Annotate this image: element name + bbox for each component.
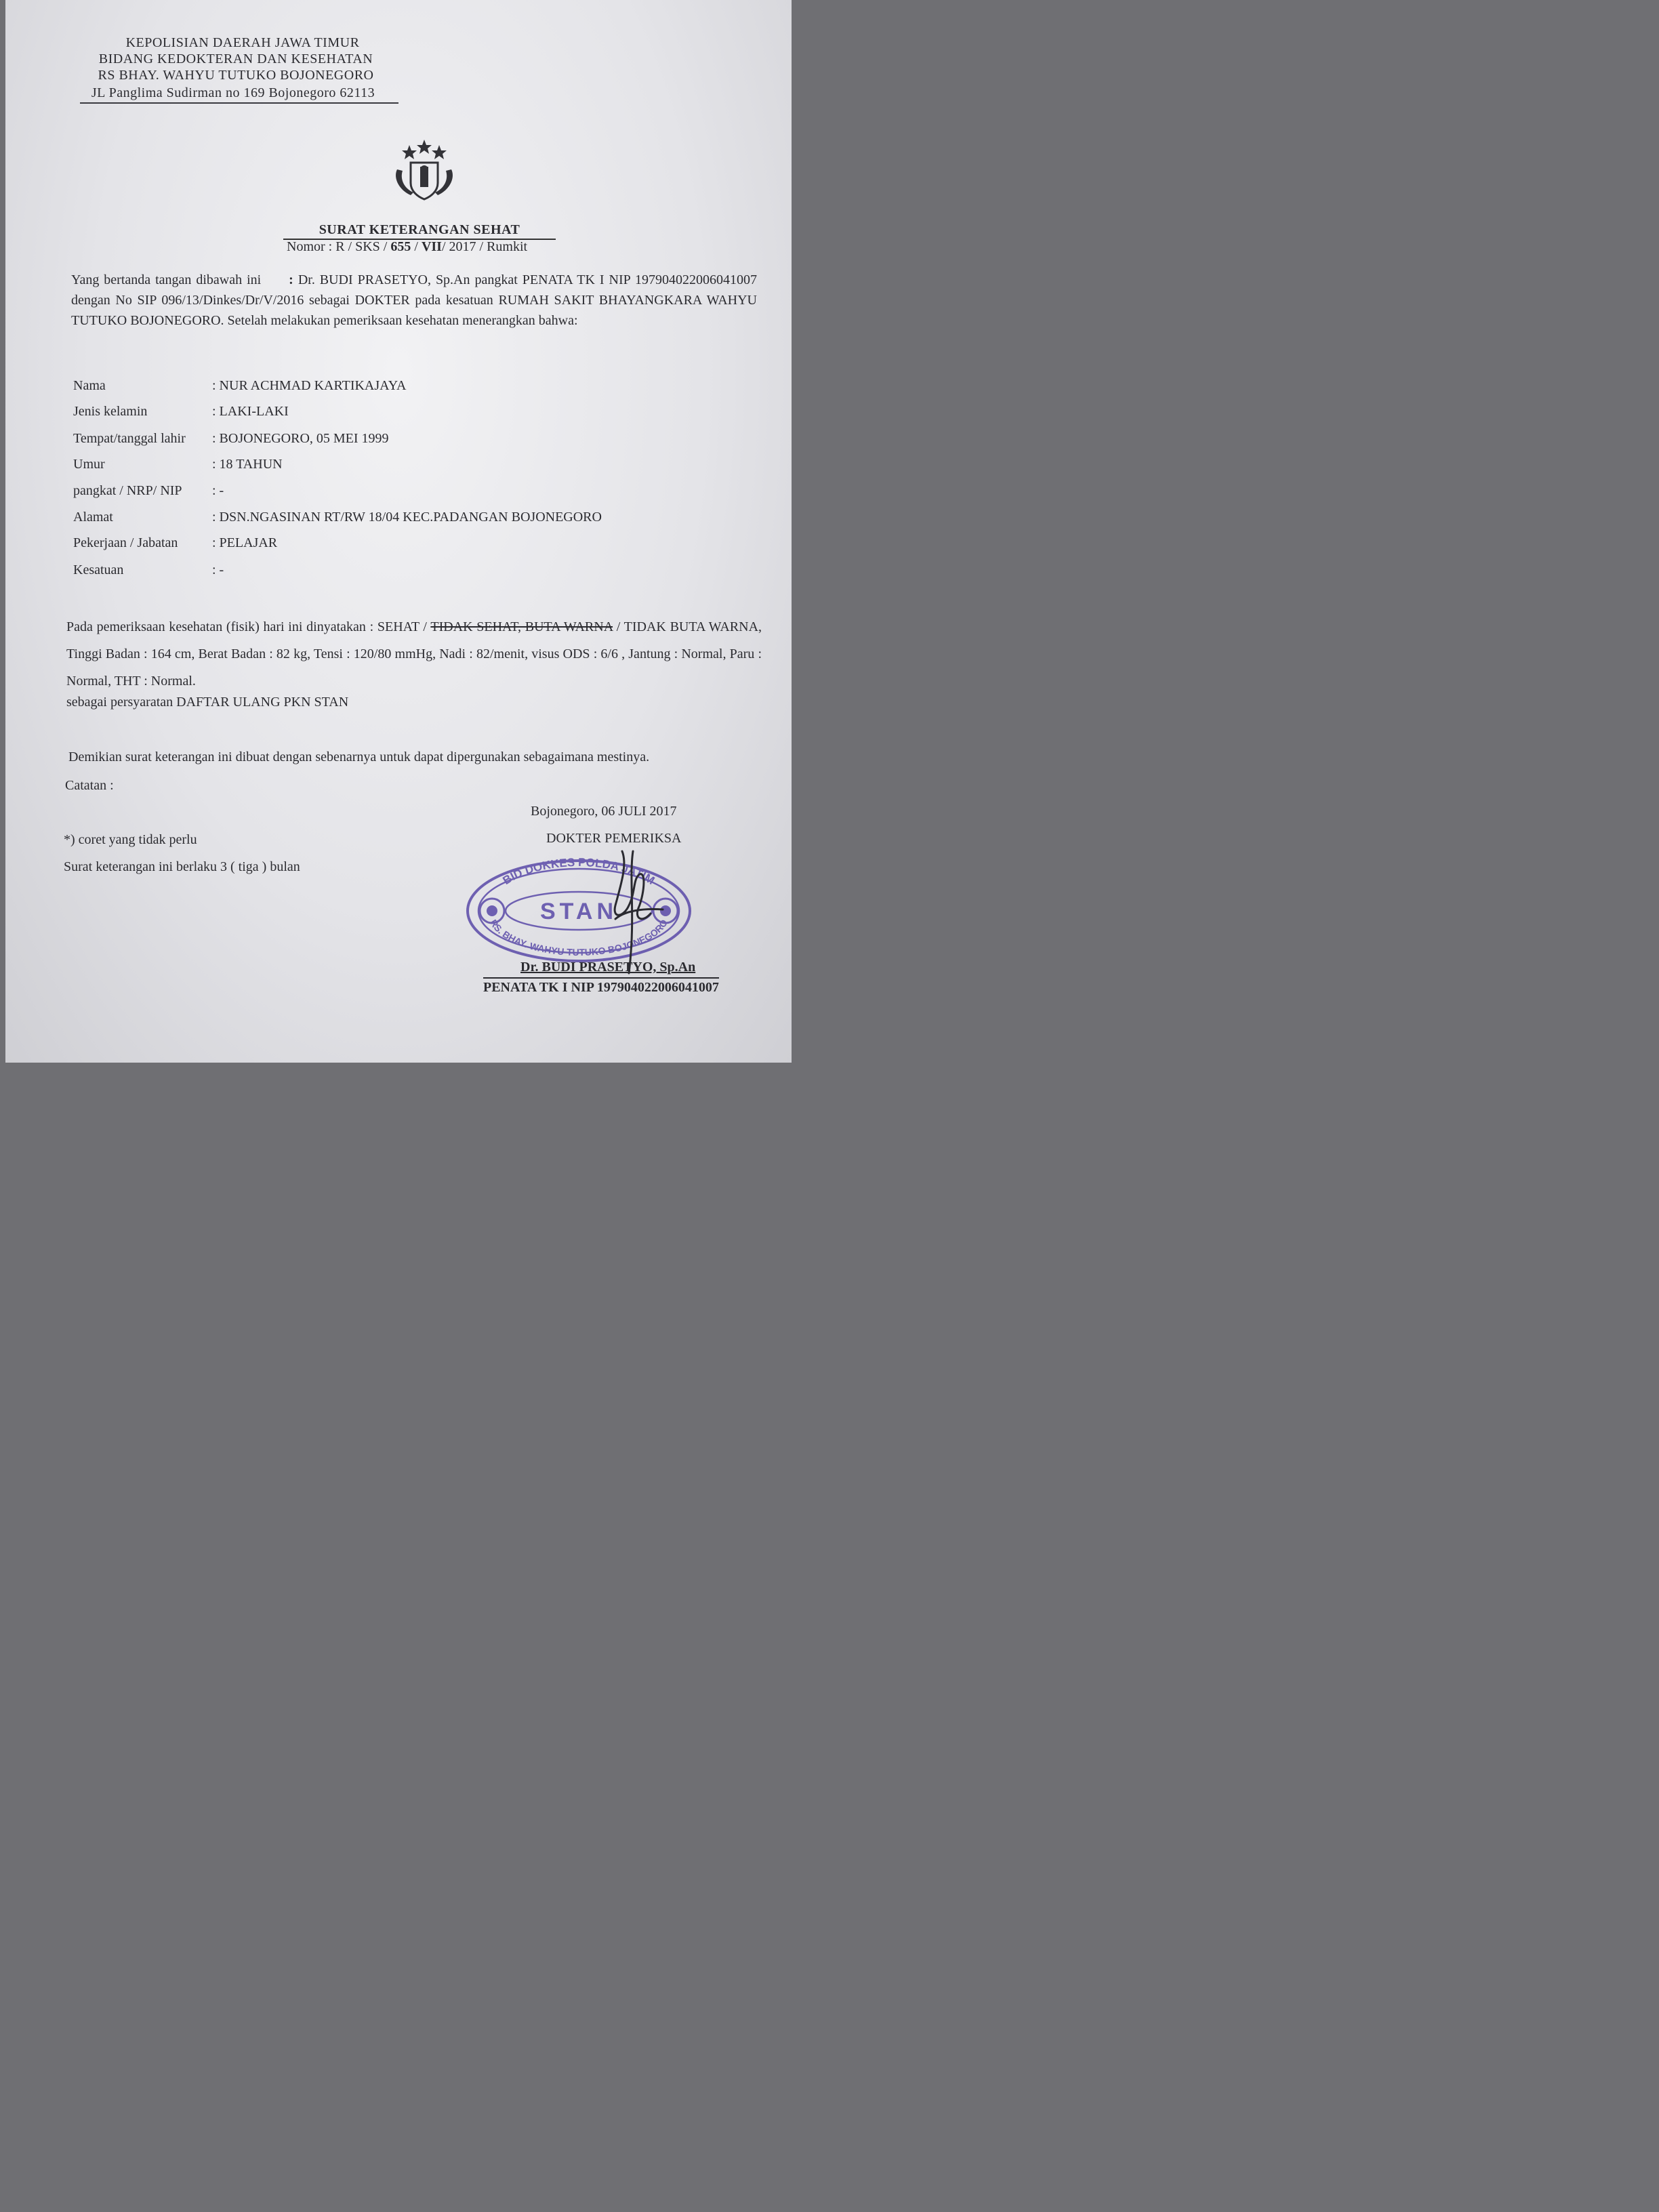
- signer-rank-nip: PENATA TK I NIP 197904022006041007: [483, 977, 719, 996]
- note-coret: *) coret yang tidak perlu: [64, 832, 197, 847]
- letter-page: [5, 0, 792, 1063]
- field-value: : 18 TAHUN: [212, 457, 283, 472]
- field-value: : BOJONEGORO, 05 MEI 1999: [212, 431, 389, 446]
- nomor-prefix: R / SKS /: [335, 239, 388, 254]
- field-value: : PELAJAR: [212, 535, 278, 550]
- nomor-month: VII: [421, 239, 442, 254]
- field-label: Umur: [73, 457, 105, 472]
- letterhead-address: JL Panglima Sudirman no 169 Bojonegoro 62113: [91, 85, 375, 100]
- intro-text: Dr. BUDI PRASETYO, Sp.An pangkat PENATA TK I NIP 197904022006041007 dengan No SIP 096/13/Dinkes/Dr/V/2016 sebagai DOKTER pada kesatuan RUMAH SAKIT BHAYANGKARA WAHYU TUTUKO BOJONEGORO. Setelah melakukan pemeriksaan kesehatan menerangkan bahwa:: [71, 272, 758, 328]
- signature-place-date: Bojonegoro, 06 JULI 2017: [531, 804, 677, 819]
- intro-lead: Yang bertanda tangan dibawah ini: [71, 272, 262, 287]
- document-title: [283, 222, 556, 240]
- exam-pre: Pada pemeriksaan kesehatan (fisik) hari ini dinyatakan : SEHAT /: [66, 619, 427, 634]
- signer-name: Dr. BUDI PRASETYO, Sp.An: [520, 960, 696, 975]
- field-value: : -: [212, 483, 224, 498]
- field-label: Nama: [73, 378, 106, 393]
- field-value: : -: [212, 562, 224, 577]
- nomor-label: Nomor :: [287, 239, 333, 254]
- letterhead-line-1: KEPOLISIAN DAERAH JAWA TIMUR: [125, 35, 360, 50]
- document-number: [287, 239, 527, 255]
- stamp-top-text: BID DOKKES POLDA JATIM: [500, 855, 657, 888]
- field-label: Kesatuan: [73, 562, 124, 577]
- catatan-label: Catatan :: [65, 778, 114, 793]
- closing-statement: Demikian surat keterangan ini dibuat dengan sebenarnya untuk dapat dipergunakan sebagaimana mestinya.: [68, 750, 650, 764]
- letterhead-line-2: BIDANG KEDOKTERAN DAN KESEHATAN: [98, 52, 373, 66]
- signature-role: DOKTER PEMERIKSA: [546, 831, 682, 846]
- handwritten-signature: [588, 838, 676, 980]
- intro-colon: :: [289, 272, 293, 287]
- stamp-center-text: STAN: [539, 899, 618, 924]
- intro-paragraph: [71, 270, 757, 331]
- nomor-sep: /: [414, 239, 418, 254]
- nomor-num: 655: [390, 239, 411, 254]
- exam-post: / TIDAK BUTA WARNA, Tinggi Badan : 164 cm, Berat Badan : 82 kg, Tensi : 120/80 mmHg, Nadi : 82/menit, visus ODS : 6/6 , Jantung : Normal, Paru : Normal, THT : Normal.: [66, 619, 762, 689]
- stamp-bottom-text: RS. BHAY. WAHYU TUTUKO BOJONEGORO: [487, 917, 670, 958]
- field-label: Pekerjaan / Jabatan: [73, 535, 178, 550]
- note-validity: Surat keterangan ini berlaku 3 ( tiga ) bulan: [64, 859, 300, 874]
- exam-purpose: sebagai persyaratan DAFTAR ULANG PKN STAN: [66, 695, 349, 710]
- field-label: Tempat/tanggal lahir: [73, 431, 186, 446]
- police-emblem-icon: [384, 136, 465, 203]
- field-label: pangkat / NRP/ NIP: [73, 483, 182, 498]
- nomor-suffix: / 2017 / Rumkit: [441, 239, 528, 254]
- field-value: : LAKI-LAKI: [212, 404, 289, 419]
- field-label: Alamat: [73, 510, 113, 525]
- exam-paragraph: [66, 613, 762, 695]
- field-value: : DSN.NGASINAN RT/RW 18/04 KEC.PADANGAN BOJONEGORO: [212, 510, 602, 525]
- letterhead-divider: [80, 102, 398, 104]
- document-title-text: SURAT KETERANGAN SEHAT: [319, 222, 520, 237]
- exam-struck-text: TIDAK SEHAT, BUTA WARNA: [430, 619, 613, 634]
- field-value: : NUR ACHMAD KARTIKAJAYA: [212, 378, 407, 393]
- letterhead-line-3: RS BHAY. WAHYU TUTUKO BOJONEGORO: [98, 68, 374, 83]
- field-label: Jenis kelamin: [73, 404, 148, 419]
